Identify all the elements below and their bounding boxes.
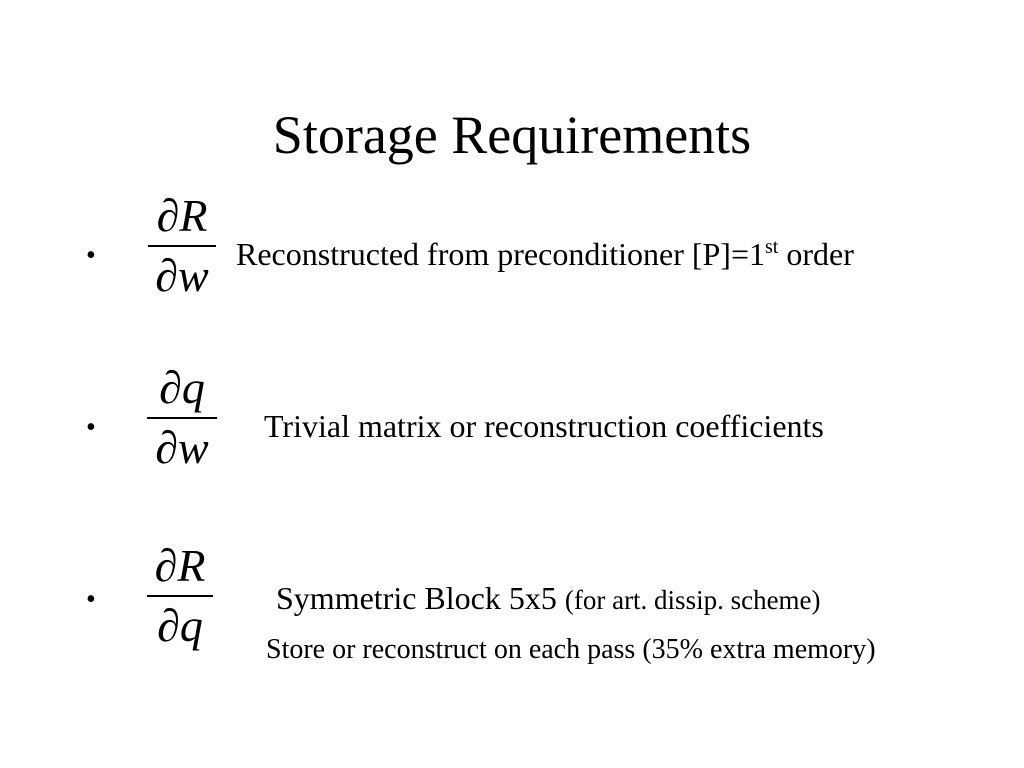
fraction-numerator [146, 540, 214, 592]
item-1-superscript: st [765, 236, 779, 258]
fraction-dR-dq [146, 540, 214, 652]
item-3-small-text: (for art. dissip. scheme) [564, 585, 821, 615]
denominator-variable: q [179, 600, 203, 651]
partial-symbol: ∂ [156, 190, 180, 241]
fraction-numerator [146, 362, 218, 414]
partial-symbol: ∂ [154, 540, 178, 591]
bullet-1: • [86, 240, 96, 271]
item-3-main-text: Symmetric Block 5x5 [276, 580, 565, 616]
partial-symbol: ∂ [157, 600, 180, 651]
item-3-second-line: Store or reconstruct on each pass (35% extra memory) [266, 634, 876, 665]
fraction-denominator [146, 422, 218, 474]
slide-title: Storage Requirements [272, 105, 752, 165]
fraction-numerator [146, 190, 218, 242]
bullet-2: • [86, 412, 96, 443]
fraction-dq-dw [146, 362, 218, 474]
partial-symbol: ∂ [155, 250, 179, 301]
fraction-dR-dw [146, 190, 218, 302]
fraction-bar [148, 245, 216, 247]
denominator-variable: w [178, 250, 209, 301]
bullet-3: • [86, 584, 96, 615]
item-1-tail-text: order [778, 236, 854, 272]
denominator-variable: w [178, 422, 209, 473]
fraction-bar [147, 595, 213, 597]
item-1-text [236, 234, 854, 274]
numerator-variable: R [179, 190, 208, 241]
item-2-text: Trivial matrix or reconstruction coefficients [264, 408, 824, 444]
item-3-text [276, 578, 821, 620]
item-1-main-text: Reconstructed from preconditioner [P]=1 [236, 236, 765, 272]
partial-symbol: ∂ [155, 422, 179, 473]
partial-symbol: ∂ [159, 362, 182, 413]
fraction-bar [147, 417, 217, 419]
numerator-variable: q [181, 362, 205, 413]
numerator-variable: R [177, 540, 206, 591]
fraction-denominator [146, 250, 218, 302]
fraction-denominator [146, 600, 214, 652]
